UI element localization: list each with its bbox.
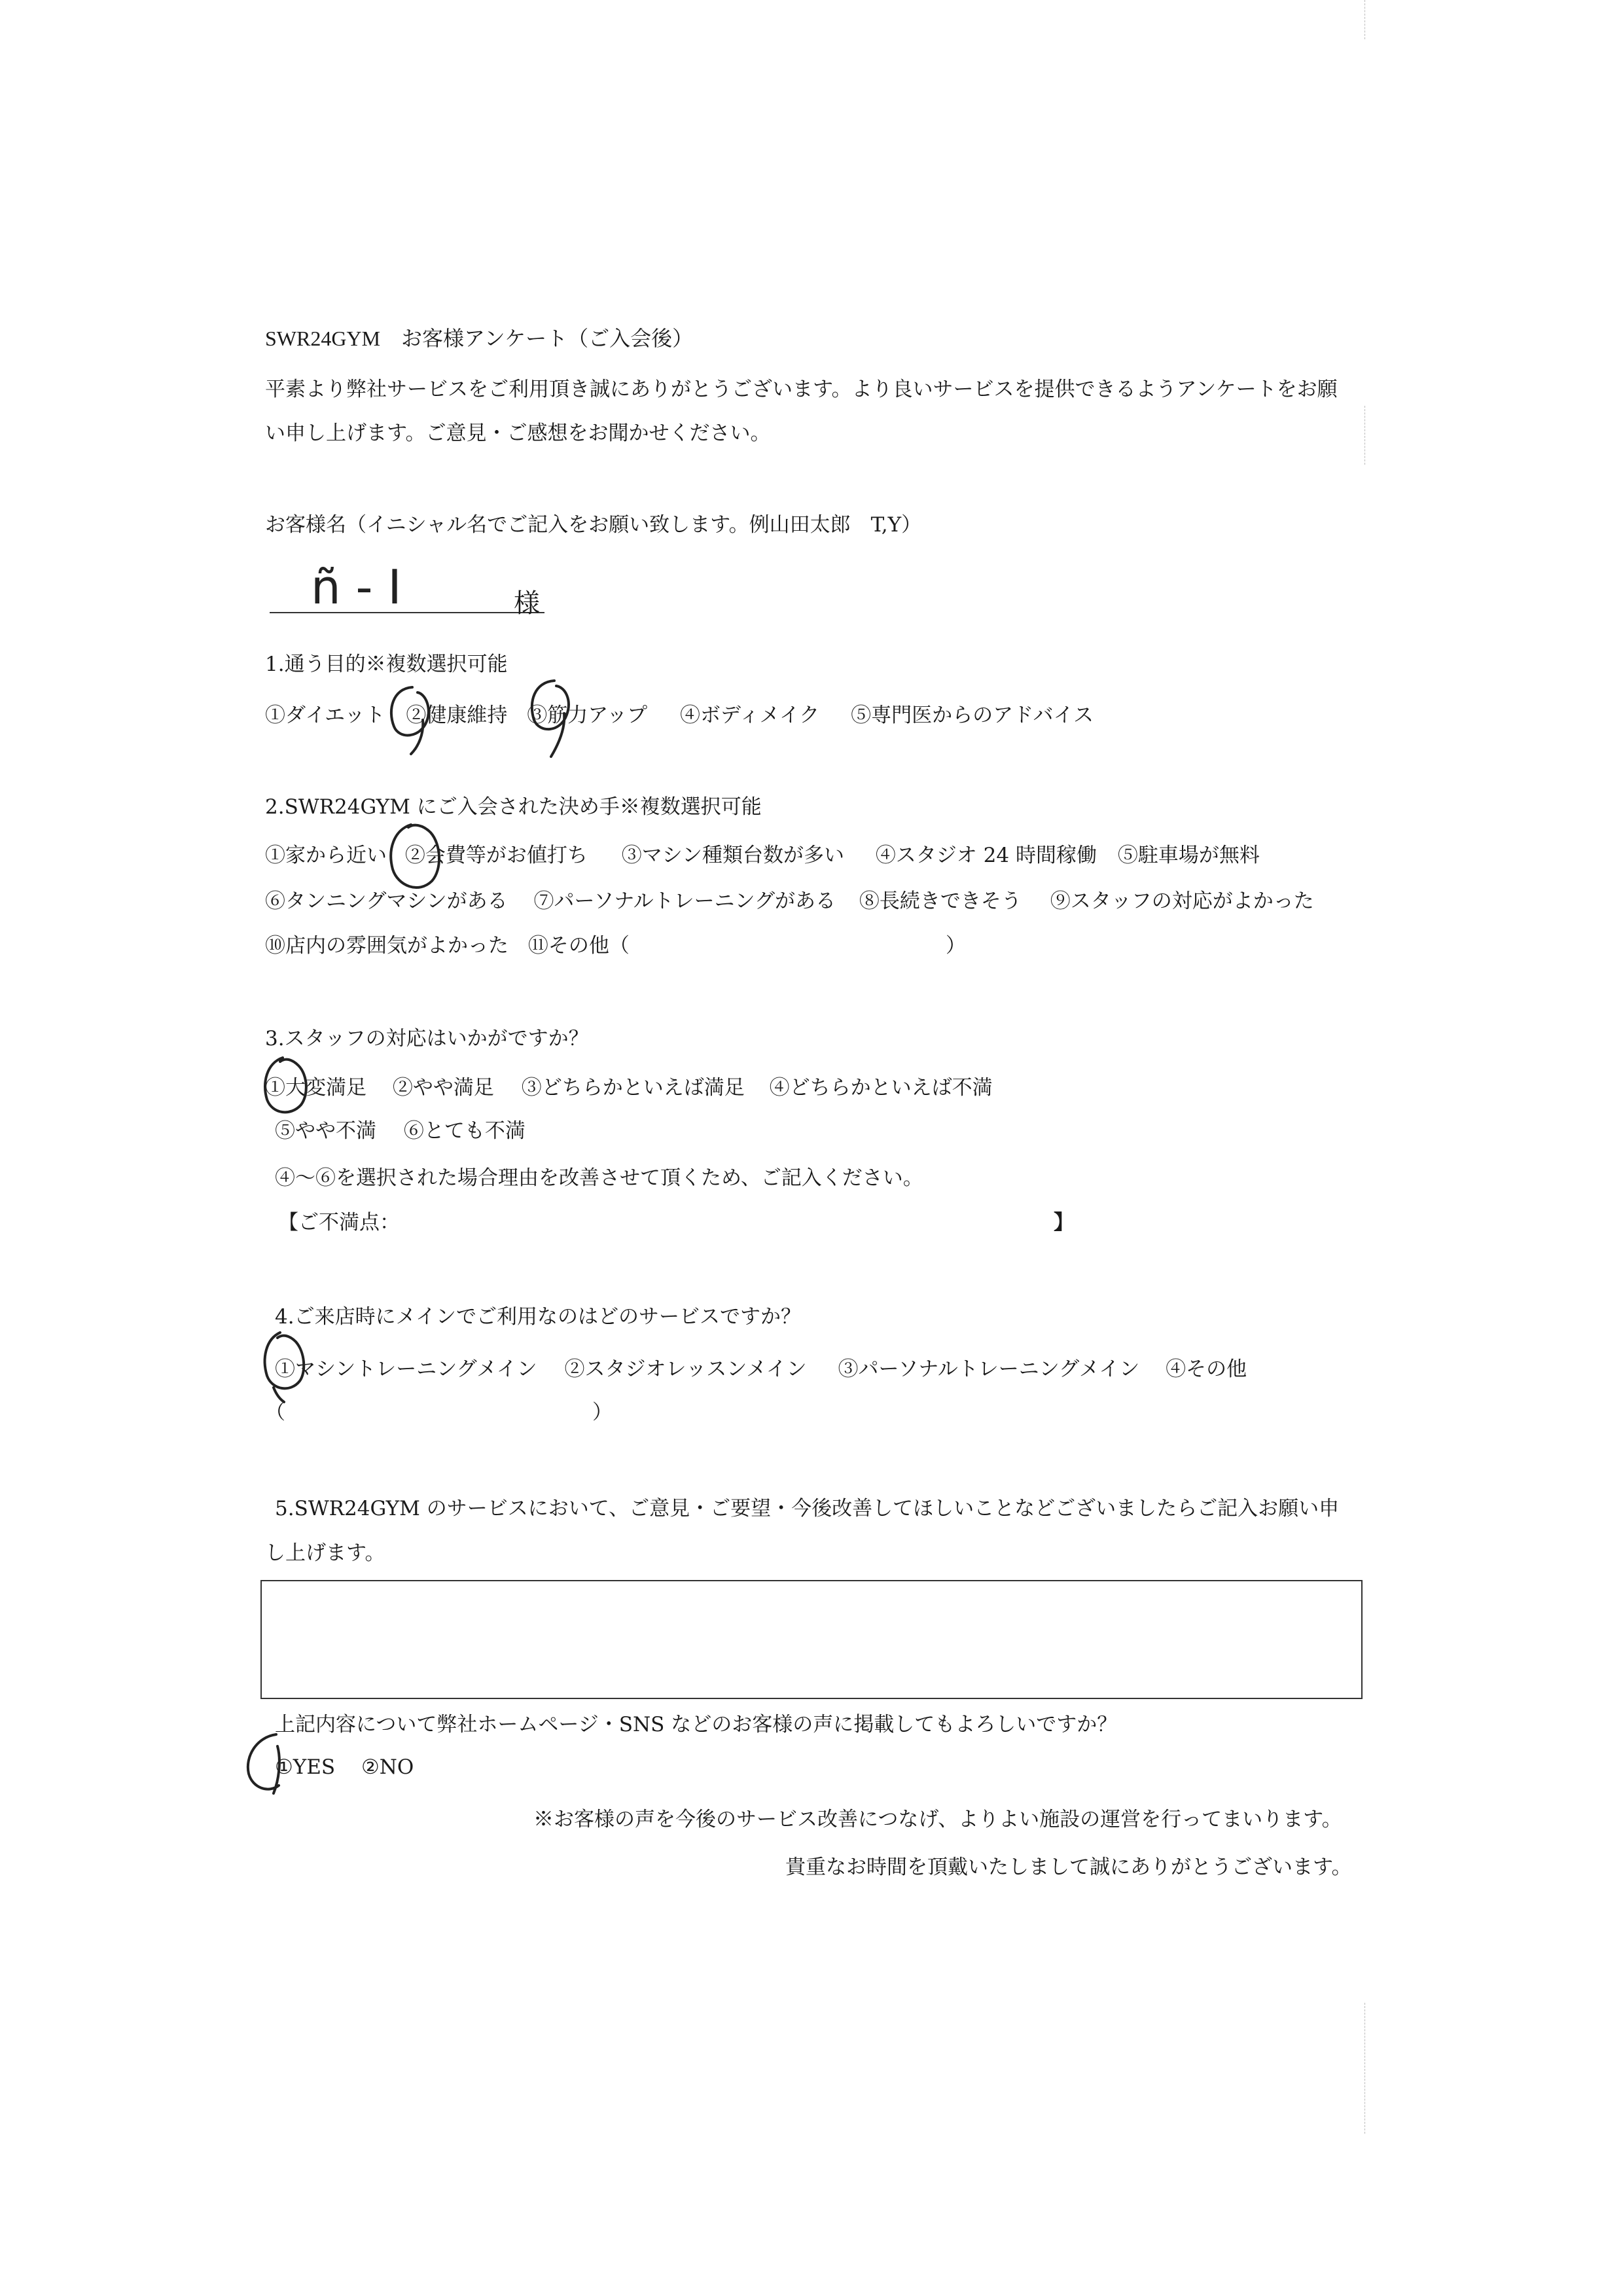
q2-option-7[interactable]: ⑦パーソナルトレーニングがある [533, 889, 836, 913]
q4-option-2[interactable]: ②スタジオレッスンメイン [564, 1357, 807, 1381]
scan-artifact-mid [1364, 406, 1365, 465]
q3-option-2[interactable]: ②やや満足 [392, 1076, 494, 1100]
closing-line-2: 貴重なお時間を頂戴いたしまして誠にありがとうございます。 [785, 1856, 1352, 1879]
q2-option-4[interactable]: ④スタジオ 24 時間稼働 [875, 844, 1097, 867]
q5-line-1: 5.SWR24GYM のサービスにおいて、ご意見・ご要望・今後改善してほしいことなどございましたらご記入お願い申 [275, 1497, 1340, 1520]
q2-row-1 [265, 846, 1285, 866]
survey-title [265, 322, 693, 352]
q1-option-4[interactable]: ④ボディメイク [679, 704, 820, 727]
q2-title: 2.SWR24GYM にご入会された決め手※複数選択可能 [265, 795, 762, 819]
q2-row-3 [265, 936, 630, 956]
q2-option-5[interactable]: ⑤駐車場が無料 [1117, 844, 1260, 867]
q4-option-3[interactable]: ③パーソナルトレーニングメイン [838, 1357, 1140, 1381]
q2-option-3[interactable]: ③マシン種類台数が多い [621, 844, 844, 867]
intro-line-1: 平素より弊社サービスをご利用頂き誠にありがとうございます。より良いサービスを提供できるようアンケートをお願 [265, 378, 1338, 401]
q3-option-3[interactable]: ③どちらかといえば満足 [521, 1076, 745, 1100]
q3-row-2 [275, 1121, 550, 1141]
name-underline [270, 612, 544, 613]
q3-row-1 [265, 1078, 1018, 1098]
q4-option-4[interactable]: ④その他 [1166, 1357, 1247, 1381]
q1-option-2[interactable]: ②健康維持 [406, 704, 508, 727]
intro-line-2: い申し上げます。ご意見・ご感想をお聞かせください。 [265, 422, 771, 445]
publish-options [275, 1757, 438, 1778]
customer-name-label: お客様名（イニシャル名でご記入をお願い致します。例山田太郎 T,Y） [265, 513, 922, 537]
survey-heading: お客様アンケート（ご入会後） [401, 326, 694, 351]
scan-artifact-top [1364, 0, 1365, 39]
customer-name-handwritten[interactable]: ñ - I [311, 560, 402, 615]
q4-option-1[interactable]: ①マシントレーニングメイン [275, 1357, 537, 1381]
q3-option-6[interactable]: ⑥とても不満 [403, 1119, 526, 1143]
q4-options [275, 1359, 1272, 1380]
q2-option-2[interactable]: ②会費等がお値打ち [404, 844, 588, 867]
q2-other-close: ） [946, 934, 966, 958]
q2-option-11[interactable]: ⑪その他（ [527, 934, 630, 958]
q4-title: 4.ご来店時にメインでご利用なのはどのサービスですか？ [275, 1305, 801, 1329]
q1-option-3[interactable]: ③筋力アップ [527, 704, 648, 727]
publish-question: 上記内容について弊社ホームページ・SNS などのお客様の声に掲載してもよろしいですか？ [275, 1713, 1118, 1736]
q2-option-10[interactable]: ⑩店内の雰囲気がよかった [265, 934, 508, 958]
q3-complaint-close: 】 [1054, 1211, 1074, 1234]
q5-line-2: し上げます。 [265, 1541, 385, 1565]
q4-other-open: （ [265, 1401, 285, 1424]
brand-name: SWR24GYM [265, 327, 381, 350]
q2-option-8[interactable]: ⑧長続きできそう [859, 889, 1022, 913]
q3-option-5[interactable]: ⑤やや不満 [275, 1119, 376, 1143]
name-suffix: 様 [514, 588, 540, 619]
q3-option-1[interactable]: ①大変満足 [265, 1076, 366, 1100]
q2-row-2 [265, 891, 1339, 912]
closing-line-1: ※お客様の声を今後のサービス改善につなげ、よりよい施設の運営を行ってまいります。 [533, 1808, 1342, 1831]
q3-option-4[interactable]: ④どちらかといえば不満 [769, 1076, 993, 1100]
q2-option-6[interactable]: ⑥タンニングマシンがある [265, 889, 508, 913]
q2-option-1[interactable]: ①家から近い [265, 844, 387, 867]
q1-title: 1.通う目的※複数選択可能 [265, 653, 508, 676]
q4-other-close: ） [592, 1401, 613, 1424]
q3-title: 3.スタッフの対応はいかがですか？ [265, 1027, 589, 1050]
scan-artifact-bottom [1364, 2003, 1365, 2134]
q1-options [265, 706, 1118, 726]
publish-no[interactable]: ②NO [361, 1755, 414, 1779]
q3-complaint-label: 【ご不満点： [278, 1211, 400, 1234]
q1-option-5[interactable]: ⑤専門医からのアドバイス [851, 704, 1094, 727]
q5-comment-box[interactable] [260, 1580, 1363, 1699]
q1-option-1[interactable]: ①ダイエット [265, 704, 385, 727]
q3-note: ④～⑥を選択された場合理由を改善させて頂くため、ご記入ください。 [275, 1166, 923, 1190]
q2-option-9[interactable]: ⑨スタッフの対応がよかった [1050, 889, 1314, 913]
publish-yes[interactable]: ①YES [275, 1755, 336, 1779]
